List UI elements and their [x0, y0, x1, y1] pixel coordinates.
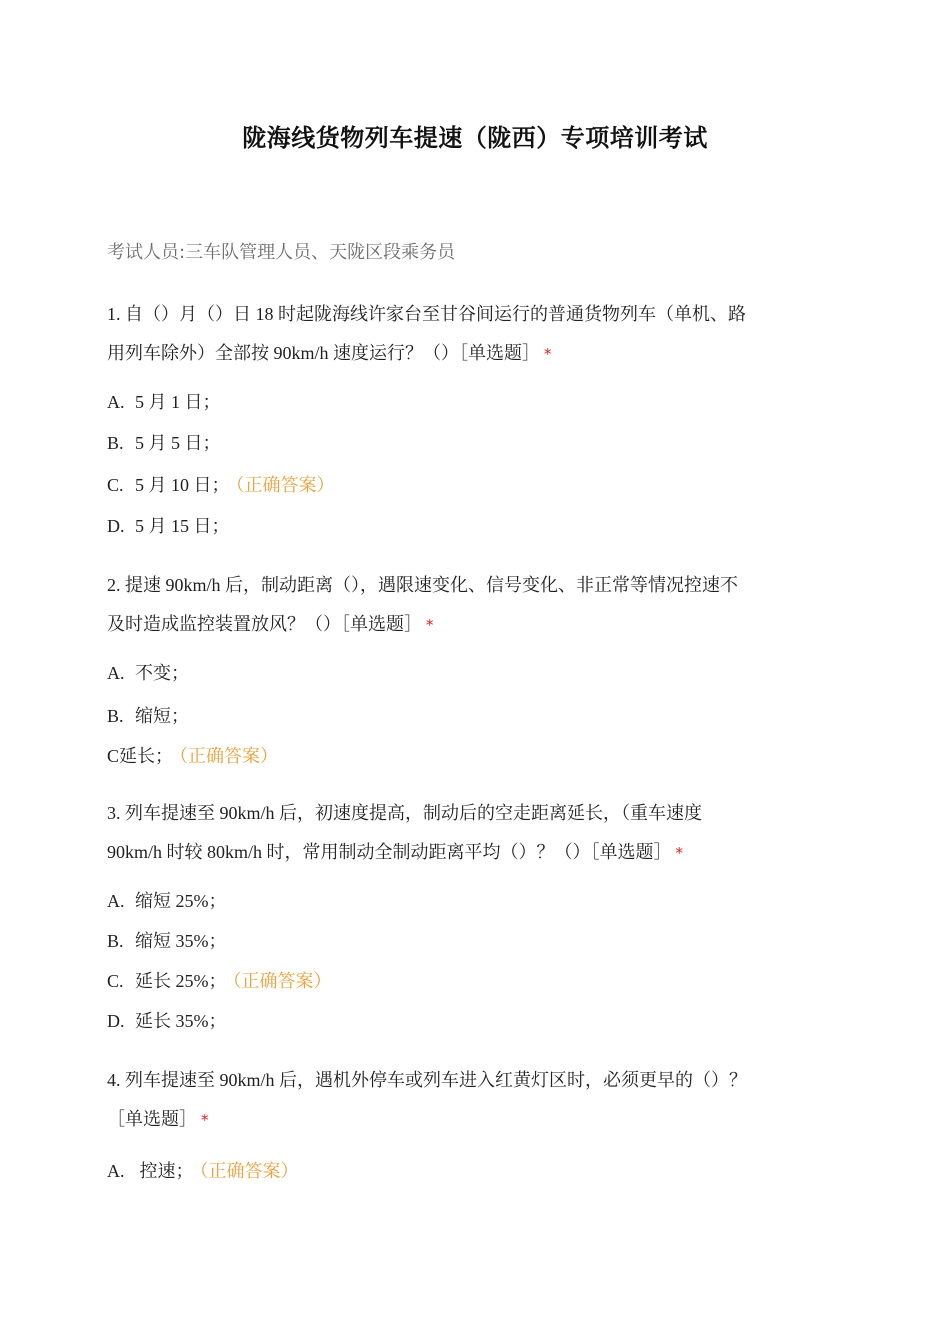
- question-3-option: [107, 968, 332, 995]
- question-text: 3. 列车提速至 90km/h 后，初速度提高，制动后的空走距离延长，（重车速度: [107, 803, 702, 823]
- question-text: 及时造成监控装置放风？（）［单选题］: [107, 614, 422, 634]
- question-3-option: [107, 1008, 227, 1034]
- required-asterisk: *: [426, 616, 434, 634]
- option-letter: B.: [107, 433, 124, 453]
- question-3-text-line: [107, 800, 702, 826]
- question-2-text-line: [107, 611, 434, 638]
- option-letter: D.: [107, 516, 125, 536]
- question-1-text-line: [107, 340, 552, 367]
- exam-title: 陇海线货物列车提速（陇西）专项培训考试: [242, 124, 708, 152]
- question-3-option: [107, 928, 227, 954]
- option-text: 延长 25%；: [135, 971, 227, 991]
- question-2-option: [107, 703, 189, 729]
- question-1-option: [107, 430, 221, 456]
- question-text: ［单选题］: [107, 1109, 197, 1129]
- option-text: 控速；: [135, 1161, 194, 1181]
- question-2-option: [107, 660, 189, 686]
- question-text: 2. 提速 90km/h 后，制动距离（），遇限速变化、信号变化、非正常等情况控速不: [107, 575, 738, 595]
- question-3-text-line: [107, 839, 683, 866]
- option-letter: C.: [107, 971, 124, 991]
- question-1-option: [107, 513, 230, 539]
- option-letter: A.: [107, 891, 125, 911]
- option-letter: A.: [107, 1161, 125, 1181]
- option-text: 延长；: [119, 746, 174, 766]
- question-text: 用列车除外）全部按 90km/h 速度运行？（）［单选题］: [107, 343, 540, 363]
- option-text: 缩短 25%；: [135, 891, 227, 911]
- required-asterisk: *: [201, 1111, 209, 1129]
- question-4-text-line: [107, 1067, 747, 1093]
- required-asterisk: *: [675, 844, 684, 862]
- option-letter: D.: [107, 1011, 125, 1031]
- option-letter: A.: [107, 392, 125, 412]
- question-1-option: [107, 472, 335, 499]
- correct-answer-tag: （正确答案）: [199, 1161, 299, 1182]
- option-letter: A.: [107, 663, 125, 683]
- question-1-text-line: [107, 301, 746, 327]
- option-text: 5 月 15 日；: [135, 516, 230, 536]
- option-letter: C.: [107, 475, 124, 495]
- required-asterisk: *: [544, 345, 552, 363]
- question-text: 90km/h 时较 80km/h 时，常用制动全制动距离平均（）？（）［单选题］: [107, 842, 672, 862]
- question-2-option: [107, 743, 278, 770]
- question-1-option: [107, 389, 221, 415]
- correct-answer-tag: （正确答案）: [235, 475, 335, 496]
- question-2-text-line: [107, 572, 738, 598]
- option-letter: B.: [107, 931, 124, 951]
- correct-answer-tag: （正确答案）: [232, 971, 332, 992]
- question-text: 4. 列车提速至 90km/h 后，遇机外停车或列车进入红黄灯区时，必须更早的（）？: [107, 1070, 747, 1090]
- question-4-text-line: [107, 1106, 209, 1133]
- option-text: 缩短；: [135, 706, 189, 726]
- option-letter: B.: [107, 706, 124, 726]
- question-3-option: [107, 888, 227, 914]
- option-text: 不变；: [135, 663, 189, 683]
- question-text: 1. 自（）月（）日 18 时起陇海线许家台至甘谷间运行的普通货物列车（单机、路: [107, 304, 746, 324]
- examinees-line: 考试人员:三车队管理人员、天陇区段乘务员: [107, 242, 456, 263]
- option-text: 5 月 1 日；: [135, 392, 221, 412]
- correct-answer-tag: （正确答案）: [179, 746, 279, 767]
- option-text: 延长 35%；: [135, 1011, 227, 1031]
- question-4-option: [107, 1158, 299, 1185]
- option-text: 5 月 5 日；: [135, 433, 221, 453]
- option-text: 缩短 35%；: [135, 931, 227, 951]
- option-letter: C: [107, 746, 120, 766]
- option-text: 5 月 10 日；: [135, 475, 230, 495]
